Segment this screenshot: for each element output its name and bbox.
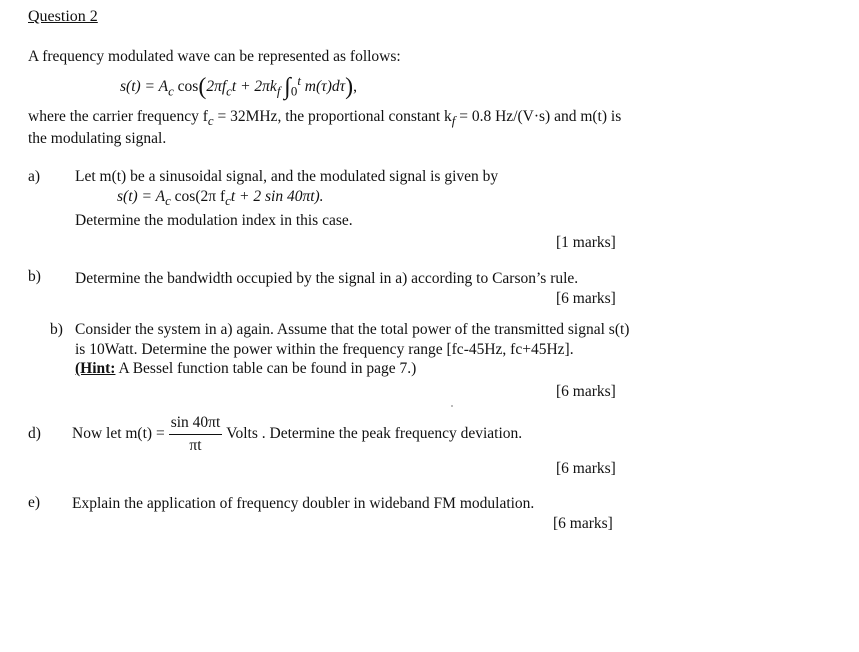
part-d-fraction xyxy=(169,414,223,455)
part-d-marks: [6 marks] xyxy=(556,460,616,477)
eq-lhs: s(t) = A xyxy=(120,78,169,96)
where-text-a: where the carrier frequency f xyxy=(28,108,208,125)
part-d-pre: Now let m(t) = xyxy=(72,425,165,443)
eq-cos: cos xyxy=(177,78,199,96)
part-a-eq-sub: c xyxy=(165,193,171,209)
intro-text: A frequency modulated wave can be represented as follows: xyxy=(28,48,401,65)
stray-dot xyxy=(451,405,453,407)
part-a-eq-end: t + 2 sin 40πt). xyxy=(230,188,324,205)
where-line-2: the modulating signal. xyxy=(28,130,167,147)
where-kf-sub: f xyxy=(451,113,456,129)
part-a-equation xyxy=(117,188,324,209)
part-d-text xyxy=(72,414,522,455)
hint-label: (Hint: xyxy=(75,360,116,377)
part-a-text: Let m(t) be a sinusoidal signal, and the modulated signal is given by xyxy=(75,168,499,185)
part-d-numerator: sin 40πt xyxy=(169,414,223,435)
eq-arg-b: t + 2πk xyxy=(231,78,277,96)
part-c-line-1: Consider the system in a) again. Assume that the total power of the transmitted signal s(t) xyxy=(75,321,630,338)
question-title: Question 2 xyxy=(28,8,98,25)
part-a-label: a) xyxy=(28,168,41,185)
part-b-marks: [6 marks] xyxy=(556,290,616,307)
part-a-eq-sub2: c xyxy=(225,193,231,209)
where-text-b: = 32MHz, the proportional constant k xyxy=(217,108,452,125)
eq-sub-f: f xyxy=(276,83,281,99)
where-line-1 xyxy=(28,108,621,129)
part-a-eq-lhs: s(t) = A xyxy=(117,188,166,205)
part-e-label: e) xyxy=(28,494,41,511)
eq-tail: , xyxy=(353,78,358,96)
part-c-hint xyxy=(75,360,416,378)
eq-integrand: m(τ)dτ xyxy=(304,78,346,96)
main-equation: $s(t) = A_c$ $\cos(2\pi f_ct + 2\pi k_f$ $\int_0^t$ m(τ)dτ), xyxy=(120,73,358,101)
part-c-label: b) xyxy=(50,321,63,338)
part-d-label: d) xyxy=(28,425,41,442)
part-d-post: Volts . Determine the peak frequency deviation. xyxy=(226,425,523,443)
eq-int-lower: 0 xyxy=(290,83,298,99)
where-text-c: = 0.8 Hz/(V·s) and m(t) is xyxy=(459,108,622,125)
part-a-marks: [1 marks] xyxy=(556,234,616,251)
part-a-eq-rest: cos(2π f xyxy=(170,188,226,205)
part-b-label: b) xyxy=(28,268,41,285)
part-c-marks: [6 marks] xyxy=(556,383,616,400)
part-b-text: Determine the bandwidth occupied by the signal in a) according to Carson’s rule. xyxy=(75,270,579,287)
part-a-question: Determine the modulation index in this case. xyxy=(75,212,353,229)
part-d-denominator: πt xyxy=(189,437,202,454)
eq-arg-a: 2πf xyxy=(206,78,227,96)
hint-text: A Bessel function table can be found in page 7.) xyxy=(115,360,417,377)
part-e-marks: [6 marks] xyxy=(553,515,613,532)
eq-sub-c: c xyxy=(168,83,174,99)
part-c-line-2: is 10Watt. Determine the power within the frequency range [fc-45Hz, fc+45Hz]. xyxy=(75,341,574,358)
where-fc-sub: c xyxy=(207,113,214,129)
part-e-text: Explain the application of frequency doubler in wideband FM modulation. xyxy=(72,495,535,512)
